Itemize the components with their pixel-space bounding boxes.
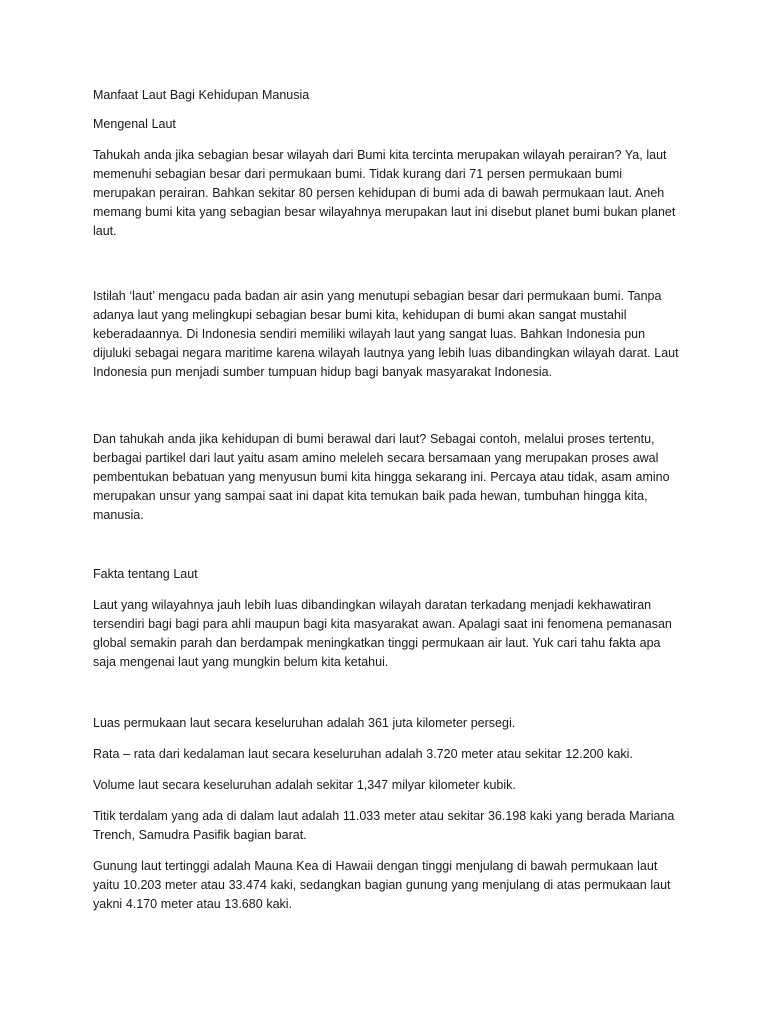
paragraph-fakta-intro: Laut yang wilayahnya jauh lebih luas dibandingkan wilayah daratan terkadang menjadi kekhawatiran tersendiri bagi bagi para ahli maupun bagi kita masyarakat awan. Apalagi saat ini fenomena pemanasan global semakin parah dan berdampak meningkatkan tinggi permukaan air laut. Yuk cari tahu fakta apa saja mengenai laut yang mungkin belum kita ketahui. bbox=[93, 598, 672, 669]
paragraph-intro: Tahukah anda jika sebagian besar wilayah dari Bumi kita tercinta merupakan wilayah perairan? Ya, laut memenuhi sebagian besar dari permukaan bumi. Tidak kurang dari 71 persen permukaan bumi merupakan perairan. Bahkan sekitar 80 persen kehidupan di bumi ada di bawah permukaan laut. Aneh memang bumi kita yang sebagian besar wilayahnya merupakan laut ini disebut planet bumi bukan planet laut. bbox=[93, 148, 676, 238]
section-heading-fakta: Fakta tentang Laut bbox=[93, 567, 198, 581]
document-body bbox=[93, 86, 683, 914]
fact-titik-terdalam: Titik terdalam yang ada di dalam laut adalah 11.033 meter atau sekitar 36.198 kaki yang berada Mariana Trench, Samudra Pasifik bagian barat. bbox=[93, 809, 675, 842]
paragraph-istilah-laut: Istilah ‘laut’ mengacu pada badan air asin yang menutupi sebagian besar dari permukaan bumi. Tanpa adanya laut yang melingkupi sebagian besar bumi kita, kehidupan di bumi akan sangat mustahil keberadaannya. Di Indonesia sendiri memiliki wilayah laut yang sangat luas. Bahkan Indonesia pun dijuluki sebagai negara maritime karena wilayah lautnya yang lebih luas dibandingkan wilayah darat. Laut Indonesia pun menjadi sumber tumpuan hidup bagi banyak masyarakat Indonesia. bbox=[93, 289, 679, 379]
fact-gunung-laut: Gunung laut tertinggi adalah Mauna Kea di Hawaii dengan tinggi menjulang di bawah permukaan laut yaitu 10.203 meter atau 33.474 kaki, sedangkan bagian gunung yang menjulang di atas permukaan laut yakni 4.170 meter atau 13.680 kaki. bbox=[93, 859, 671, 911]
fact-luas-permukaan: Luas permukaan laut secara keseluruhan adalah 361 juta kilometer persegi. bbox=[93, 716, 516, 730]
document-title: Manfaat Laut Bagi Kehidupan Manusia bbox=[93, 88, 310, 102]
section-heading-mengenal-laut: Mengenal Laut bbox=[93, 117, 176, 131]
fact-volume-laut: Volume laut secara keseluruhan adalah sekitar 1,347 milyar kilometer kubik. bbox=[93, 778, 516, 792]
fact-rata-kedalaman: Rata – rata dari kedalaman laut secara keseluruhan adalah 3.720 meter atau sekitar 12.200 kaki. bbox=[93, 747, 633, 761]
paragraph-kehidupan-berawal: Dan tahukah anda jika kehidupan di bumi berawal dari laut? Sebagai contoh, melalui proses tertentu, berbagai partikel dari laut yaitu asam amino meleleh secara bersamaan yang merupakan proses awal pembentukan bebatuan yang menyusun bumi kita hingga sekarang ini. Percaya atau tidak, asam amino merupakan unsur yang sampai saat ini dapat kita temukan baik pada hewan, tumbuhan hingga kita, manusia. bbox=[93, 432, 670, 522]
